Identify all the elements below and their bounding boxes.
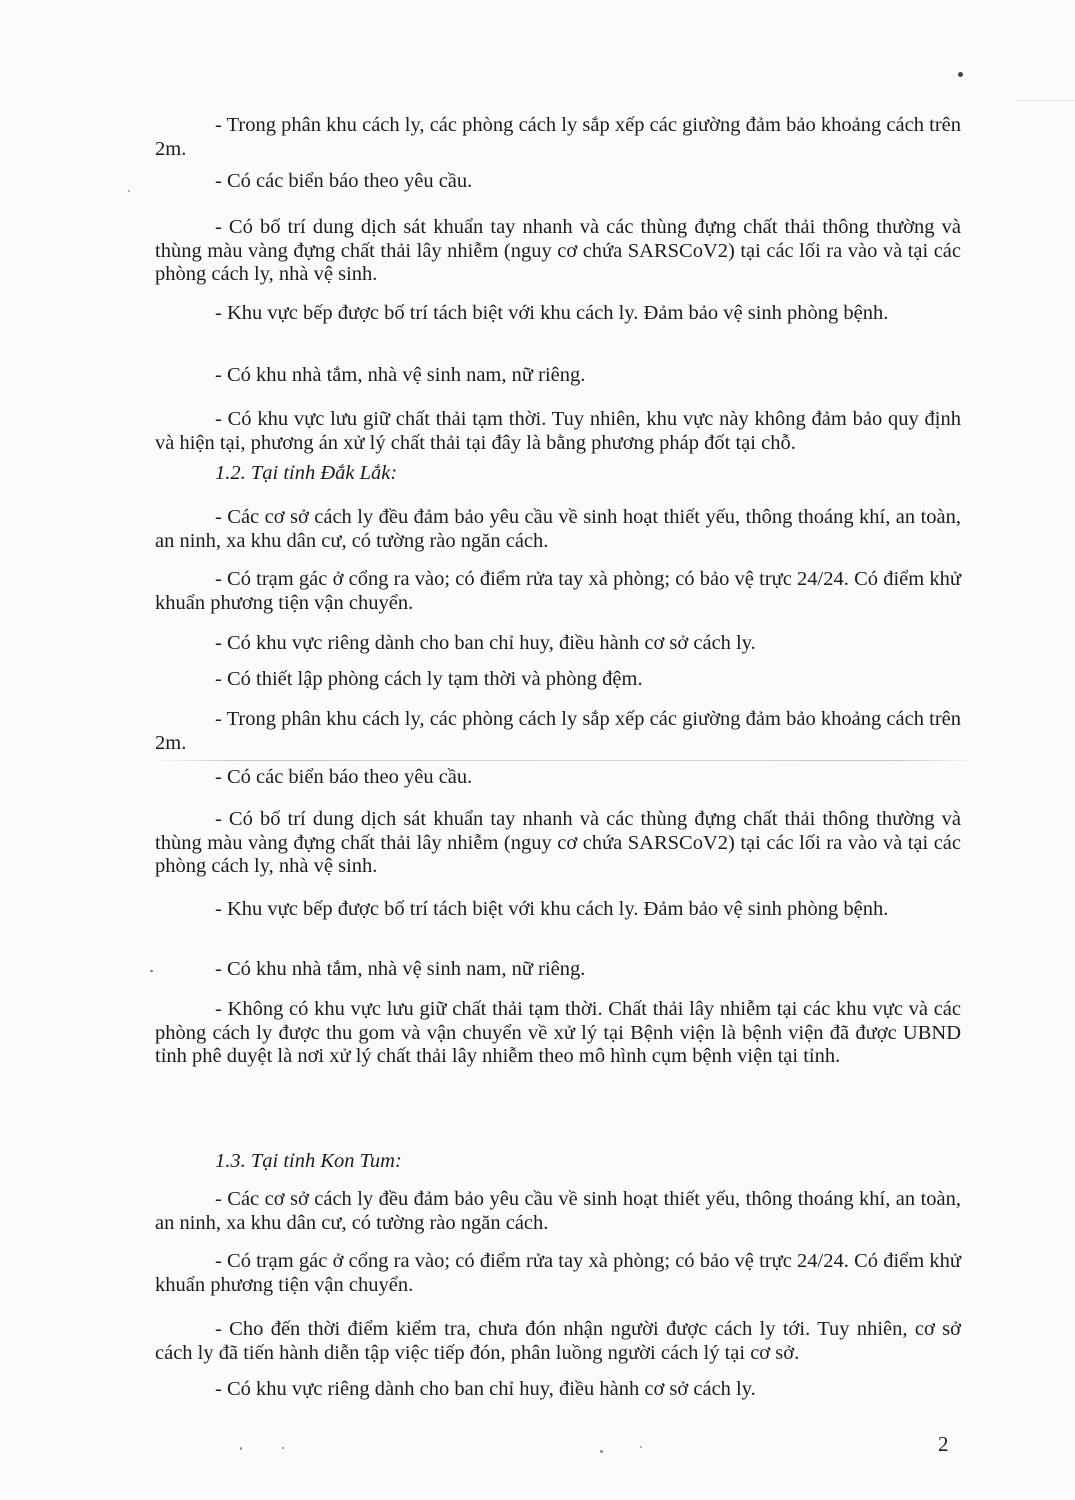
scan-speck: [640, 1446, 642, 1448]
paragraph: - Có khu nhà tắm, nhà vệ sinh nam, nữ riêng.: [215, 958, 586, 980]
paragraph: - Cho đến thời điểm kiểm tra, chưa đón nhận người được cách ly tới. Tuy nhiên, cơ sở cách ly đã tiến hành diễn tập việc tiếp đón, phân luồng người cách lý tại cơ sở.: [155, 1318, 961, 1364]
scan-speck: [150, 970, 153, 972]
paragraph: - Có các biển báo theo yêu cầu.: [215, 170, 473, 192]
paragraph: - Có các biển báo theo yêu cầu.: [215, 766, 473, 788]
paragraph: - Có bố trí dung dịch sát khuẩn tay nhanh và các thùng đựng chất thải thông thường và thùng màu vàng đựng chất thải lây nhiễm (nguy cơ chứa SARSCoV2) tại các lối ra vào và tại các phòng cách ly, nhà vệ sinh.: [155, 216, 961, 285]
scan-speck: [282, 1447, 284, 1449]
paragraph: - Khu vực bếp được bố trí tách biệt với khu cách ly. Đảm bảo vệ sinh phòng bệnh.: [215, 302, 889, 324]
paragraph: - Trong phân khu cách ly, các phòng cách ly sắp xếp các giường đảm bảo khoảng cách trên 2m.: [155, 114, 961, 160]
page-number: 2: [938, 1432, 949, 1456]
scan-line: [150, 760, 980, 761]
paragraph: - Có khu nhà tắm, nhà vệ sinh nam, nữ riêng.: [215, 364, 586, 386]
paragraph: - Có khu vực riêng dành cho ban chỉ huy, điều hành cơ sở cách ly.: [215, 1378, 756, 1400]
paragraph: - Trong phân khu cách ly, các phòng cách ly sắp xếp các giường đảm bảo khoảng cách trên 2m.: [155, 708, 961, 754]
paragraph: - Các cơ sở cách ly đều đảm bảo yêu cầu về sinh hoạt thiết yếu, thông thoáng khí, an toàn, an ninh, xa khu dân cư, có tường rào ngăn cách.: [155, 1188, 961, 1234]
paragraph: - Có trạm gác ở cổng ra vào; có điểm rửa tay xà phòng; có bảo vệ trực 24/24. Có điểm khử khuẩn phương tiện vận chuyển.: [155, 568, 961, 614]
paragraph: - Có bố trí dung dịch sát khuẩn tay nhanh và các thùng đựng chất thải thông thường và thùng màu vàng đựng chất thải lây nhiễm (nguy cơ chứa SARSCoV2) tại các lối ra vào và tại các phòng cách ly, nhà vệ sinh.: [155, 808, 961, 877]
scan-speck: [958, 72, 963, 77]
paragraph: - Các cơ sở cách ly đều đảm bảo yêu cầu về sinh hoạt thiết yếu, thông thoáng khí, an toàn, an ninh, xa khu dân cư, có tường rào ngăn cách.: [155, 506, 961, 552]
paragraph: - Có trạm gác ở cổng ra vào; có điểm rửa tay xà phòng; có bảo vệ trực 24/24. Có điểm khử khuẩn phương tiện vận chuyển.: [155, 1250, 961, 1296]
paragraph: - Không có khu vực lưu giữ chất thải tạm thời. Chất thải lây nhiễm tại các khu vực và các phòng cách ly được thu gom và vận chuyển về xử lý tại Bệnh viện là bệnh viện đã được UBND tỉnh phê duyệt là nơi xử lý chất thải lây nhiễm theo mô hình cụm bệnh viện tại tỉnh.: [155, 998, 961, 1067]
paragraph: - Có khu vực riêng dành cho ban chỉ huy, điều hành cơ sở cách ly.: [215, 632, 756, 654]
scan-speck: [600, 1450, 603, 1453]
scan-speck: [240, 1447, 242, 1450]
paragraph: - Có khu vực lưu giữ chất thải tạm thời. Tuy nhiên, khu vực này không đảm bảo quy định và hiện tại, phương án xử lý chất thải tại đây là bằng phương pháp đốt tại chỗ.: [155, 408, 961, 454]
section-heading-dak-lak: 1.2. Tại tỉnh Đắk Lắk:: [215, 462, 398, 484]
paragraph: - Khu vực bếp được bố trí tách biệt với khu cách ly. Đảm bảo vệ sinh phòng bệnh.: [215, 898, 889, 920]
section-heading-kon-tum: 1.3. Tại tỉnh Kon Tum:: [215, 1150, 402, 1172]
scan-line: [1015, 100, 1075, 101]
paragraph: - Có thiết lập phòng cách ly tạm thời và phòng đệm.: [215, 668, 643, 690]
scan-speck: [128, 190, 130, 192]
